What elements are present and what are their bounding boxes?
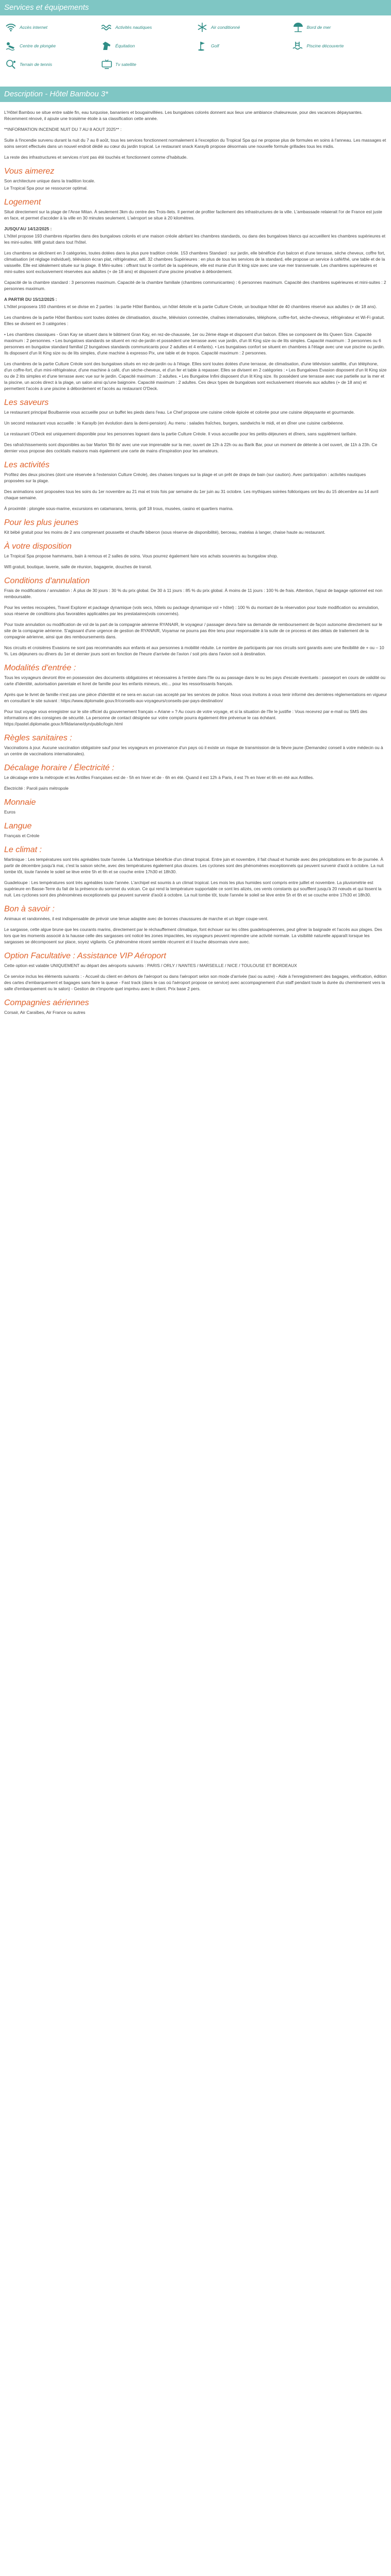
compagnies-paragraph: Corsair, Air Caraïbes, Air France ou autres (4, 1010, 86, 1015)
bon-savoir-paragraph: Le sargasse, cette algue brune que les courants marins, directement par le réchauffement climatique, font échouer sur les côtes guadeloupéennes, peut gêner la baignade et l'accès aux plages. Des lors que les moments associé à la hausse celle des sargasses ont noticé les zones impactées, les voyageurs peuvent reprendre une activité normale. La visibilité naturelle apparaît lorsque les sargasses se décomposent sur place, soyez vigilants. Ce phénomène récent semble récurrent et il touche désormais vivre avec. (4, 927, 382, 944)
feature-plongee (4, 38, 100, 54)
disposition-paragraph: Le Tropical Spa propose hammams, bain à remous et 2 salles de soins. Vous pourrez également faire vos achats souvenirs au bungalow shop. (4, 553, 278, 558)
feature-internet (4, 20, 100, 35)
feature-equitation (100, 38, 196, 54)
option-paragraph: Ce service inclus les éléments suivants : - Accueil du client en dehors de l'aéroport ou dans l'aéroport selon son mode d'arrivée (taxi ou autre) - Aide à l'enregistrement des bagages, vérification, édition des cartes d'embarquement et bagages sans faire la queue - Fast track (dans le cas où l'aéroport propose ce service) avec accompagnement d'un staff pendant toute la durée du cheminement vers la salle d'embarquement ou le salon) - Gestion de n'importe quel imprévu avec le client. Prix base 2 pers. (4, 974, 387, 991)
activites-paragraph: Des animations sont proposées tous les soirs du 1er novembre au 21 mai et trois fois par semaine du 1er juin au 31 octobre. Les mythiques soirées folkloriques ont lieu du 15 décembre au 14 avril chaque semaine. (4, 489, 379, 500)
saveurs-paragraph: Un second restaurant vous accueille : le Karayib (en évolution dans la demi-pension). Au menu : salades fraîches, burgers, sandwichs le midi, et en dîner une cuisine caribéenne. (4, 420, 344, 426)
pool-icon (291, 40, 305, 52)
sanitaires-paragraph: Vaccinations à jour. Aucune vaccination obligatoire sauf pour les voyageurs en provenance d'un pays où il existe un risque de transmission de la fièvre jaune (Demandez conseil à votre médecin ou à un centre de vaccinations internationales). (4, 745, 383, 756)
feature-clim (196, 20, 291, 35)
fire-info-paragraph: Suite à l'incendie survenu durant la nuit du 7 au 8 août, tous les services fonctionnent normalement à l'exception du Tropical Spa qui ne propose plus de formules en soins à l'anneau. Les massages et soins seront effectués dans un nouvel endroit dédié au cœur du jardin tropical. Le restaurant snack Karayib propose désormais une nouvelle formule grillades tous les midis. (4, 138, 386, 149)
feature-label: Accès internet (20, 25, 47, 30)
logement-paragraph: Capacité de la chambre standard : 3 personnes maximum. Capacité de la chambre familiale (chambres communicantes) : 6 personnes maximum. Capacité des chambres supérieures et mini-suites : 2 personnes maximum. (4, 280, 386, 291)
decalage-paragraph: Le décalage entre la métropole et les Antilles Françaises est de - 5h en hiver et de - 6h en été. Quand il est 12h à Paris, il est 7h en hiver et 6h en été aux Antilles. (4, 775, 314, 780)
section-title: Langue (4, 822, 32, 831)
description-content (0, 109, 391, 1015)
feature-golf (196, 38, 291, 54)
petits-paragraph: Kit bébé gratuit pour les moins de 2 ans comprenant poussette et chauffe biberon (sous réserve de disponibilité), berceau, matelas à langer, chaise haute au restaurant. (4, 530, 325, 535)
option-paragraph: Cette option est valable UNIQUEMENT au départ des aéroports suivants : PARIS / ORLY / NANTES / MARSEILLE / NICE / TOULOUSE ET BORDEAUX (4, 963, 297, 968)
conditions-paragraph: Pour toute annulation ou modification de vol de la part de la compagnie aérienne RYANAIR, le voyageur / passager devra faire sa demande de remboursement de façon autonome directement sur le site de la compagnie aérienne. S'agissant d'une urgence de gestion de RYANAIR, Voyamar ne pourra pas être tenu pour responsable à la suite de ce process et des délais de traitement de la compagnie aérienne, ainsi que des remboursements dans. (4, 622, 382, 639)
fire-info-title: **INFORMATION INCENDIE NUIT DU 7 AU 8 AOUT 2025** : (4, 127, 122, 132)
horse-icon (100, 40, 113, 52)
climat-paragraph: Guadeloupe : Les températures sont très agréables toute l'année. L'archipel est soumis à un climat tropical. Les mois les plus humides sont compris entre juillet et novembre. La pluviométrie est supérieure en Basse-Terre du fait de la présence du sommet du volcan. Ce qui rend la température supportable ce sont les alizés, ces vents constants qui soufflent jusqu'à 20 nœuds et qui lissent la nuit. Les cyclones sont des phénomènes exceptionnels qui peuvent survenir d'août à octobre. La nuit tombe tôt, toute l'année le soleil se lève entre 5h et 6h et se couche entre 17h30 et 18h30. (4, 880, 382, 897)
section-title: Les activités (4, 461, 50, 469)
waves-icon (100, 22, 113, 33)
features-grid (0, 15, 391, 74)
feature-piscine (291, 38, 387, 54)
formalites-paragraph: Tous les voyageurs devront être en possession des documents obligatoires et nécessaires à l'entrée dans l'île ou au passage dans le ou les pays d'escale éventuels : passeport en cours de validité ou carte d'identité, autorisation parentale et livret de famille pour les enfants mineurs, etc... pour les ressortissants français. (4, 675, 385, 686)
activites-paragraph: À proximité : plongée sous-marine, excursions en catamarans, tennis, golf 18 trous, musées, casino et quartiers marina. (4, 506, 234, 511)
climat-paragraph: Martinique : Les températures sont très agréables toute l'année. La Martinique bénéficie d'un climat tropical. Entre juin et novembre, il fait chaud et humide avec des précipitations en fin de journée. À partir de décembre jusqu'à mai, c'est la saison sèche, avec des températures également plus douces. Les cyclones sont des phénomènes exceptionnels qui peuvent survenir d'août à octobre. La nuit tombe tôt, toute l'année le soleil se lève entre 5h et 6h et se couche entre 17h30 et 18h30. (4, 857, 384, 874)
logement-paragraph: Situé directement sur la plage de l'Anse Mitan. À seulement 3km du centre des Trois-Ilets. Il permet de profiter facilement des infrastructures de la ville. L'ambassade relaierait l'or de France est juste en face, et permet d'accéder à la ville en 30 minutes seulement. L'aéroport se situe à 20 kilomètres. (4, 209, 382, 221)
feature-label: Air conditionné (211, 25, 240, 30)
monnaie-paragraph: Euros (4, 809, 15, 815)
feature-label: Terrain de tennis (20, 62, 53, 67)
conditions-paragraph: Frais de modifications / annulation : À plus de 30 jours : 30 % du prix global. De 30 à 11 jours : 85 % du prix global. À moins de 11 jours : 100 % de frais. Attention, l'ajout de bagage optionnel est non remboursable. (4, 588, 383, 599)
logement-subtitle: A PARTIR DU 15/12/2025 : (4, 297, 57, 302)
feature-label: Piscine découverte (306, 43, 344, 48)
section-title: Logement (4, 198, 41, 207)
tv-icon (100, 59, 113, 70)
services-header: Services et équipements (0, 0, 391, 15)
section-title: Le climat : (4, 845, 42, 854)
feature-bordmer (291, 20, 387, 35)
section-title: Conditions d'annulation (4, 577, 90, 585)
list-item: Son architecture unique dans la tradition locale. (4, 178, 95, 183)
langue-paragraph: Français et Créole (4, 833, 40, 838)
tennis-icon (4, 59, 18, 70)
saveurs-paragraph: Le restaurant principal Boulbannie vous accueille pour un buffet les pieds dans l'eau. Le Chef propose une cuisine créole épicée et colorée pour une cuisine dépaysante et gourmande. (4, 410, 355, 415)
intro-paragraph: L'Hôtel Bambou se situe entre sable fin, eau turquoise, bananiers et bougainvillées. Les bungalows colorés donnent aux lieux une ambiance chaleureuse, pour des vacances dépaysantes. Récemment rénové, il ajoute une troisième étoile à sa classification cette année. (4, 110, 363, 121)
formalites-paragraph: Après que le livret de famille n'est pas une pièce d'identité et ne sera en aucun cas accepté par les services de police. Nous vous invitons à vous tenir informé des dernières réglementations en vigueur en consultant le site suivant : https://www.diplomatie.gouv.fr/conseils-aux-voyageurs/conseils-par-pays-destination/ (4, 692, 387, 703)
beach-umbrella-icon (291, 22, 305, 33)
bon-savoir-paragraph: Animaux et randonnées, il est indispensable de prévoir une tenue adaptée avec de bonnes chaussures de marche et un léger coupe-vent. (4, 916, 269, 921)
section-title: Décalage horaire / Électricité : (4, 764, 115, 772)
feature-tv (100, 57, 196, 72)
section-title: Les saveurs (4, 398, 49, 407)
fire-info-paragraph: La reste des infrastructures et services n'ont pas été touchés et fonctionnent comme d'habitude. (4, 155, 188, 160)
feature-label: Centre de plongée (20, 43, 56, 48)
formalites-paragraph: Pour tout voyage vous enregistrer sur le site officiel du gouvernement français « Ariane » ? Au cours de votre voyage, et si la situation de l'île le justifie : Vous recevrez par e-mail ou SMS des informations et des consignes de sécurité. La personne de contact désignée sur votre compte pourra également être prévenue le cas échéant. https://pastel.diplomatie.gouv.fr/fildariane/dyn/public/login.html (4, 709, 367, 726)
section-title: Compagnies aériennes (4, 998, 89, 1007)
decalage-paragraph: Électricité : Paroli pairs métropole (4, 786, 69, 791)
feature-label: Équitation (115, 43, 135, 48)
saveurs-paragraph: Le restaurant O'Deck est uniquement disponible pour les personnes logeant dans la partie Culture Créole. Il vous accueille pour les petits-déjeuners et dîners, sans supplément tarifaire. (4, 431, 357, 436)
golf-flag-icon (196, 40, 209, 52)
section-title: Règles sanitaires : (4, 734, 72, 742)
section-title: Modalités d'entrée : (4, 664, 76, 672)
feature-tennis (4, 57, 100, 72)
feature-label: Activités nautiques (115, 25, 152, 30)
conditions-paragraph: Nos circuits et croisières Evasions ne sont pas recommandés aux enfants et aux personnes à mobilité réduite. Le nombre de participants par nos circuits sont garantis avec une flexibilité de + ou – 10 %. Les déjeuners ou dîners du 1er et dernier jours sont en fonction de l'heure d'arrivée de l'avion / soit pris dans l'avion soit à destination. (4, 645, 384, 656)
feature-label: Bord de mer (306, 25, 331, 30)
section-title: Bon à savoir : (4, 905, 55, 913)
logement-paragraph: Les chambres se déclinent en 3 catégories, toutes dotées dans la plus pure tradition créole. 153 chambres Standard : sur jardin, elle bénéficie d'un balcon et d'une terrasse, sèche cheveux, coffre fort, climatisation (et réglage individuel), télévision écran plat, réfrigérateur, wifi. 32 chambres Supérieures : en plus de tous les services de la standard, elle propose un service à café/thé, une table et de la vaisselle. Elle est idéalement située sur la plage. 8 Mini-suites : offrant tout le confort de la supérieure, elle est munie d'un lit king size avec une vue mer transversale. Les chambres supérieures et mini-suites sont exclusivement réservées aux adultes (+ de 18 ans) et disposent d'une piscine privative à débordement. (4, 250, 385, 274)
section-title: Pour les plus jeunes (4, 518, 79, 527)
activites-paragraph: Profitez des deux piscines (dont une réservée à l'extension Culture Créole), des chaises longues sur la plage et un prêt de draps de bain (sur caution). Avec participation : activités nautiques proposées sur la plage. (4, 472, 366, 483)
section-title: Vous aimerez (4, 167, 55, 176)
feature-label: Golf (211, 43, 219, 48)
snowflake-icon (196, 22, 209, 33)
feature-nautique (100, 20, 196, 35)
description-header: Description - Hôtel Bambou 3* (0, 87, 391, 102)
disposition-paragraph: Wifi gratuit, boutique, laverie, salle de réunion, bagagerie, douches de transit. (4, 564, 152, 569)
logement-paragraph: • Les chambres classiques - Gran Kay se situent dans le bâtiment Gran Kay, en rez-de-chaussée, 1er ou 2ème étage et disposent d'un balcon. Elles se composent de lits Queen Size. Capacité maximum : 2 personnes. • Les bungalows standards se situent en rez-de-jardin et possèdent une terrasse avec vue jardin, d'un lit King size ou de lits simples. Capacité maximum : 3 personnes ou 6 personnes en bungalow standard familial (2 bungalows standards communicants pour 2 adultes et 4 enfants). • Les bungalows confort se situent en chambres à l'étage avec une vue piscine ou jardin. Ils disposent d'un lit King size ou de lits simples, d'une machine à expresso Pix, une table et de tropos. Capacité maximum : 2 personnes. (4, 332, 385, 355)
logement-subtitle: JUSQU'AU 14/12/2025 : (4, 226, 52, 231)
wifi-icon (4, 22, 18, 33)
section-title: À votre disposition (4, 542, 72, 551)
logement-paragraph: Les chambres de la partie Culture Créole sont des bungalows situés en rez-de-jardin ou à l'étage. Elles sont toutes dotées d'une terrasse, de climatisation, d'une télévision satellite, d'un téléphone, d'un coffre-fort, d'un mini-réfrigérateur, d'une machine à café, d'un sèche-cheveux, et d'un fer et table à repasser. Elles se divisent en 2 catégories : • Les Bungalows Evasion disposent d'un lit King size ou de 2 lits simples et d'une terrasse avec vue sur le jardin. Capacité maximum : 2 adultes. • Les Bungalow Infini disposent d'un lit King size. Ils possèdent une terrasse avec vue partielle sur la mer et la piscine, un accès direct à la plage, un salon ainsi qu'une baignoire. Capacité maximum : 2 adultes. Ces deux types de bungalows sont exclusivement réservés aux adultes (+ de 18 ans) et permettent l'accès à une piscine à débordement et l'accès au restaurant O'Deck. (4, 361, 387, 391)
logement-paragraph: L'hôtel proposera 193 chambres et se divise en 2 parties : la partie Hôtel Bambou, un hôtel 4étoile et la partie Culture Créole, un boutique hôtel de 40 chambres réservé aux adultes (+ de 18 ans). (4, 304, 377, 309)
conditions-paragraph: Pour les ventes recoupées, Travel Explorer et package dynamique (vols secs, hôtels ou package dynamique vol + hôtel) : 100 % du montant de la réservation pour toute modification ou annulation, sous réserve de conditions plus favorables applicables par les prestataires(vols concernés). (4, 605, 379, 616)
list-item: Le Tropical Spa pour se ressourcer optimal. (4, 185, 88, 191)
logement-paragraph: L'hôtel propose 193 chambres réparties dans des bungalows colorés et une maison créole abritant les chambres standards, ou dans des bungalows blancs qui accueillent les chambres supérieures et les mini-suites. Wifi gratuit dans tout l'hôtel. (4, 233, 386, 245)
section-title: Option Facultative : Assistance VIP Aéroport (4, 952, 166, 960)
diver-icon (4, 40, 18, 52)
section-title: Monnaie (4, 798, 36, 807)
feature-label: Tv satellite (115, 62, 137, 67)
saveurs-paragraph: Des rafraîchissements sont disponibles au bar Marlon 'Bit-Ils' avec une vue imprenable sur la mer, ouvert de 12h à 22h ou au Barik Bar, pour un moment de détente à ciel ouvert, de 11h à 23h. Ce dernier vous propose des cocktails maisons mais également une carte de mains d'inspiration pour les amateurs. (4, 442, 378, 453)
logement-paragraph: Les chambres de la partie Hôtel Bambou sont toutes dotées de climatisation, douche, télévision connectée, chaînes internationales, téléphone, coffre-fort, sèche-cheveux, réfrigérateur et Wi-Fi gratuit. Elles se divisent en 3 catégories : (4, 315, 385, 326)
